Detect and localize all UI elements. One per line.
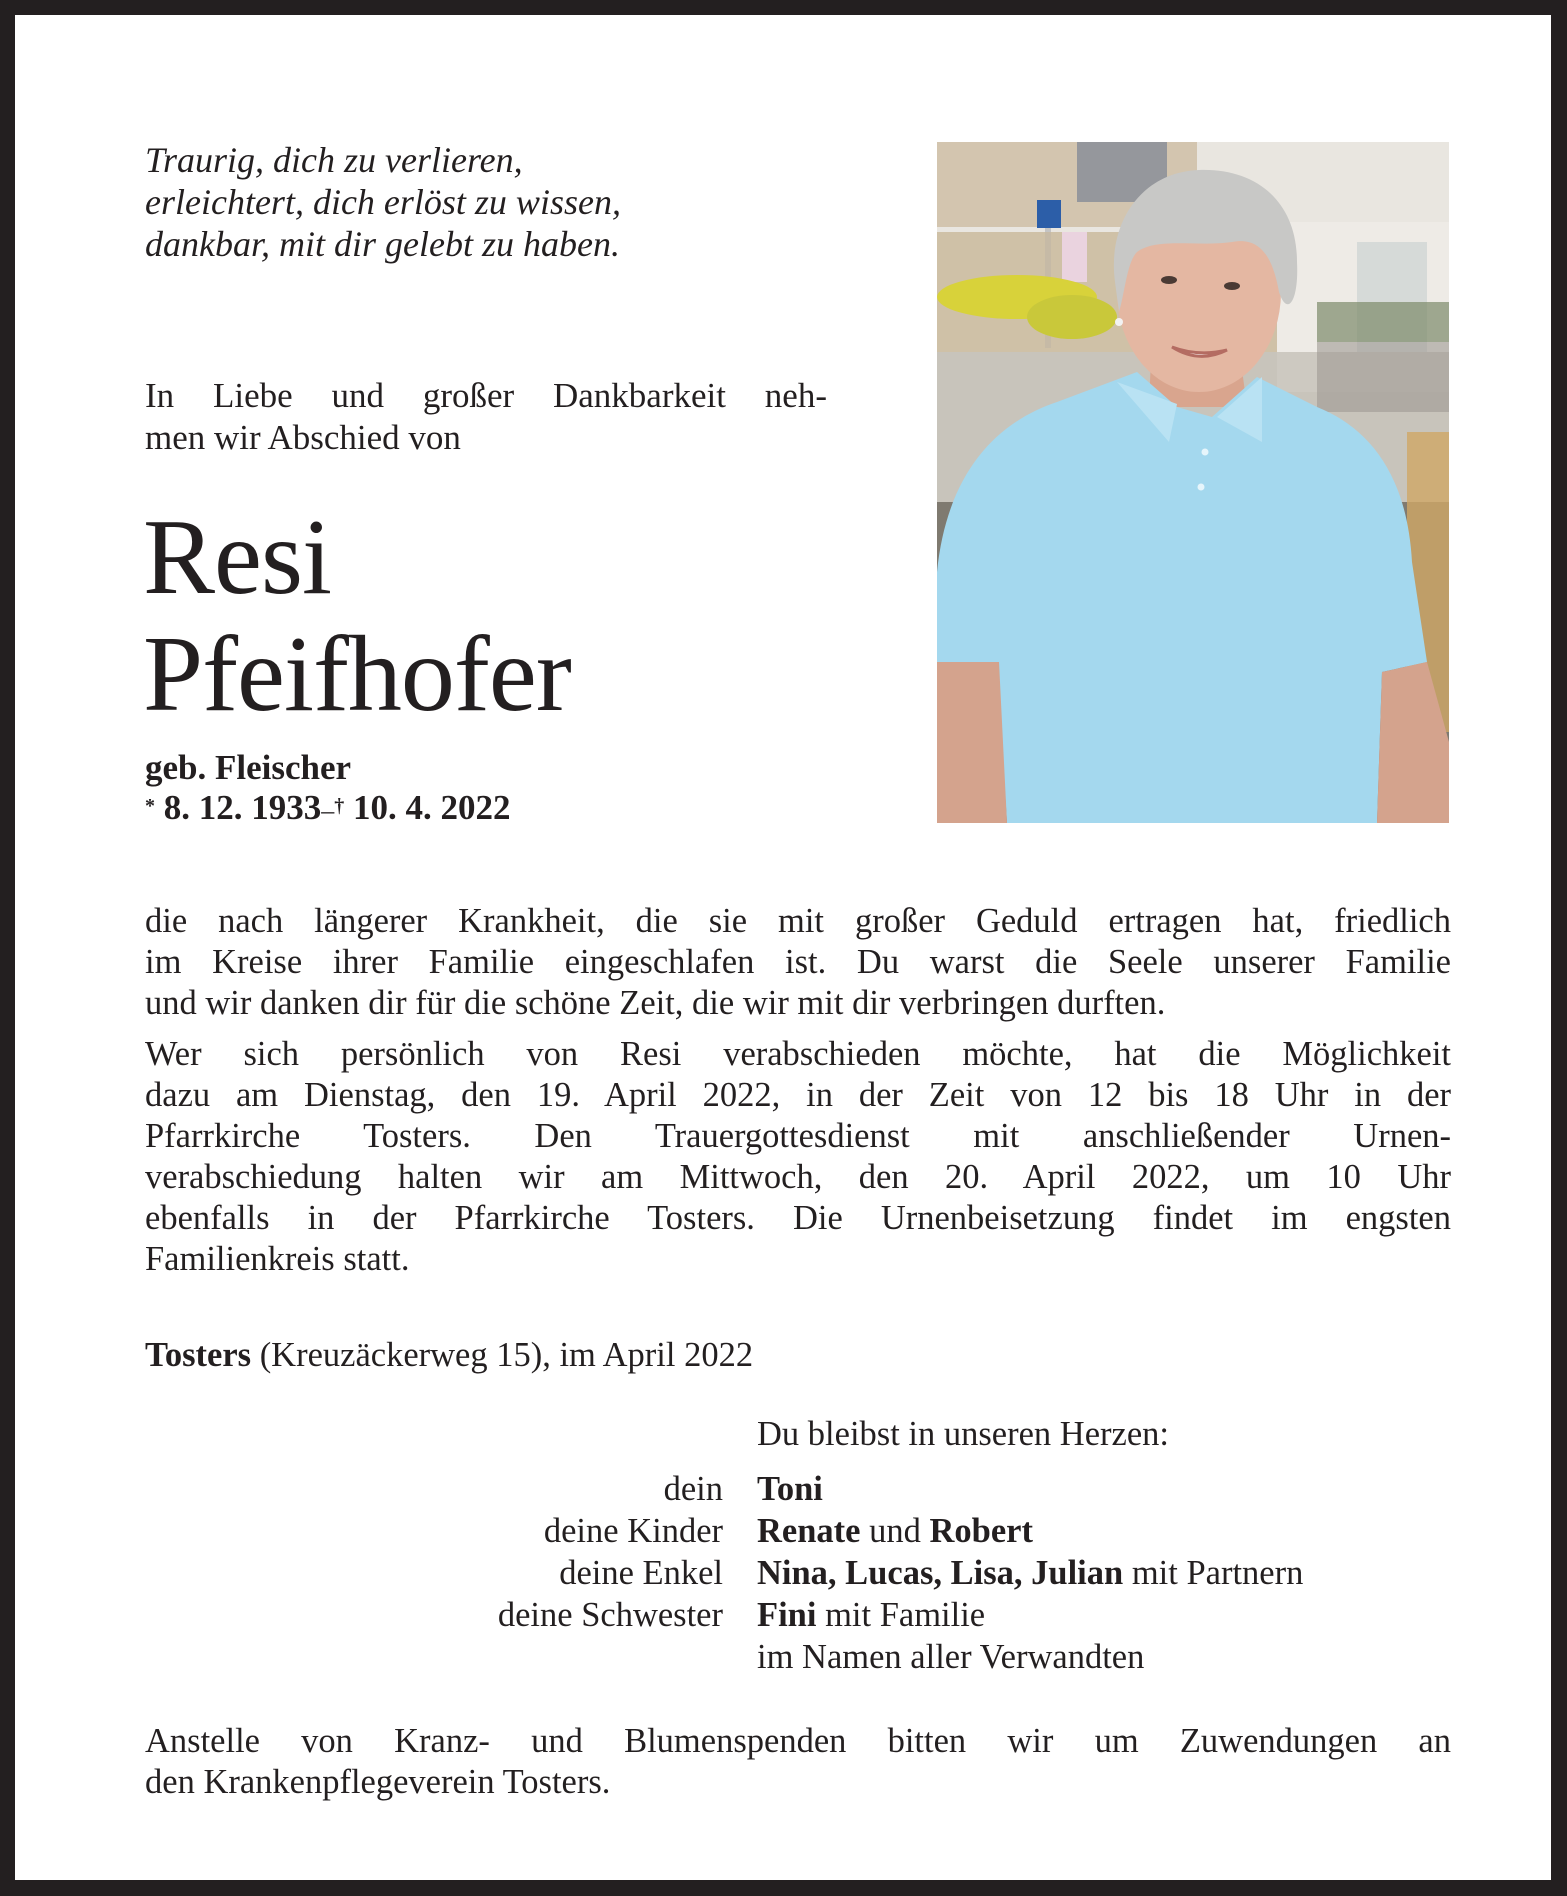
donation-request (145, 1721, 1451, 1803)
relation-label: deine Kinder (543, 1512, 723, 1550)
shirt-button (1198, 484, 1205, 491)
death-date: 10. 4. 2022 (353, 788, 511, 827)
mourner-name: Fini (757, 1596, 817, 1634)
paragraph-service-details (145, 1034, 1451, 1280)
portrait-illustration (937, 142, 1449, 823)
mourner-row (15, 1468, 1551, 1510)
pink-sign (1062, 232, 1087, 282)
death-cross-icon: † (334, 795, 345, 817)
place-and-date (145, 1335, 753, 1376)
body-line: dazu am Dienstag, den 19. April 2022, in der Zeit von 12 bis 18 Uhr in der (145, 1076, 1451, 1114)
town-name: Tosters (145, 1336, 252, 1374)
closing-line: den Krankenpflegeverein Tosters. (145, 1763, 611, 1801)
maiden-name: geb. Fleischer (145, 748, 352, 787)
paragraph-farewell (145, 901, 1451, 1024)
hedge (1317, 302, 1449, 342)
mourner-names (757, 1594, 985, 1636)
mourner-name: Toni (757, 1470, 823, 1508)
bench-reflection (1317, 342, 1449, 412)
right-eye (1224, 282, 1240, 290)
address-and-date: (Kreuzäckerweg 15), im April 2022 (251, 1336, 754, 1374)
mourner-row (15, 1594, 1551, 1636)
poem-line: Traurig, dich zu verlieren, (145, 140, 523, 180)
relation-label: deine Schwester (497, 1596, 723, 1634)
mourner-names (757, 1636, 1144, 1678)
body-line: Familienkreis statt. (145, 1240, 410, 1278)
body-line: verabschiedung halten wir am Mittwoch, den 20. April 2022, um 10 Uhr (145, 1158, 1451, 1196)
mourner-row (15, 1510, 1551, 1552)
intro-line: men wir Abschied von (145, 418, 461, 457)
mourner-text: im Namen aller Verwandten (757, 1638, 1145, 1676)
relation-label: deine Enkel (559, 1554, 723, 1592)
mourner-text: und (860, 1512, 930, 1550)
first-name: Resi (143, 498, 332, 617)
body-line: im Kreise ihrer Familie eingeschlafen ist. Du warst die Seele unserer Familie (145, 943, 1451, 981)
last-name: Pfeifhofer (143, 615, 571, 734)
mourner-names (757, 1510, 1033, 1552)
birth-date: 8. 12. 1933 (163, 788, 322, 827)
earring (1115, 318, 1123, 326)
mourner-name: Nina, Lucas, Lisa, Julian (757, 1554, 1124, 1592)
poem (145, 139, 621, 265)
left-eye (1161, 276, 1177, 284)
body-line: und wir danken dir für die schöne Zeit, die wir mit dir verbringen durften. (145, 984, 1166, 1022)
shirt-button (1202, 449, 1209, 456)
mourner-text: mit Partnern (1123, 1554, 1304, 1592)
poem-line: dankbar, mit dir gelebt zu haben. (145, 224, 620, 264)
intro-text (145, 375, 827, 459)
poem-line: erleichtert, dich erlöst zu wissen, (145, 182, 621, 222)
body-line: die nach längerer Krankheit, die sie mit großer Geduld ertragen hat, friedlich (145, 902, 1451, 940)
intro-line: In Liebe und großer Dankbarkeit neh- (145, 376, 827, 415)
body-line: Pfarrkirche Tosters. Den Trauergottesdienst mit anschließender Urnen- (145, 1117, 1451, 1155)
crosswalk-sign (1037, 200, 1061, 228)
obituary-notice (15, 15, 1551, 1880)
mourner-names (757, 1468, 823, 1510)
body-line: ebenfalls in der Pfarrkirche Tosters. Die Urnenbeisetzung findet im engsten (145, 1199, 1451, 1237)
mourner-text: mit Familie (816, 1596, 986, 1634)
left-arm (937, 662, 1007, 823)
body-line: Wer sich persönlich von Resi verabschieden möchte, hat die Möglichkeit (145, 1035, 1451, 1073)
mourner-row (15, 1552, 1551, 1594)
birth-star-icon: * (145, 795, 155, 817)
portrait-photo (937, 142, 1449, 823)
mourner-name: Renate (757, 1512, 861, 1550)
mourner-row (15, 1636, 1551, 1678)
mourner-name: Robert (929, 1512, 1033, 1550)
life-dates (145, 788, 511, 831)
deceased-name (143, 499, 571, 733)
yellow-flowers (1027, 295, 1117, 339)
mourners-list (15, 1468, 1551, 1678)
mourner-names (757, 1552, 1303, 1594)
remember-heading: Du bleibst in unseren Herzen: (757, 1415, 1169, 1453)
date-separator: – (321, 796, 335, 825)
light-blue-polo-shirt (937, 372, 1427, 823)
closing-line: Anstelle von Kranz- und Blumenspenden bitten wir um Zuwendungen an (145, 1722, 1451, 1760)
relation-label: dein (663, 1470, 723, 1508)
